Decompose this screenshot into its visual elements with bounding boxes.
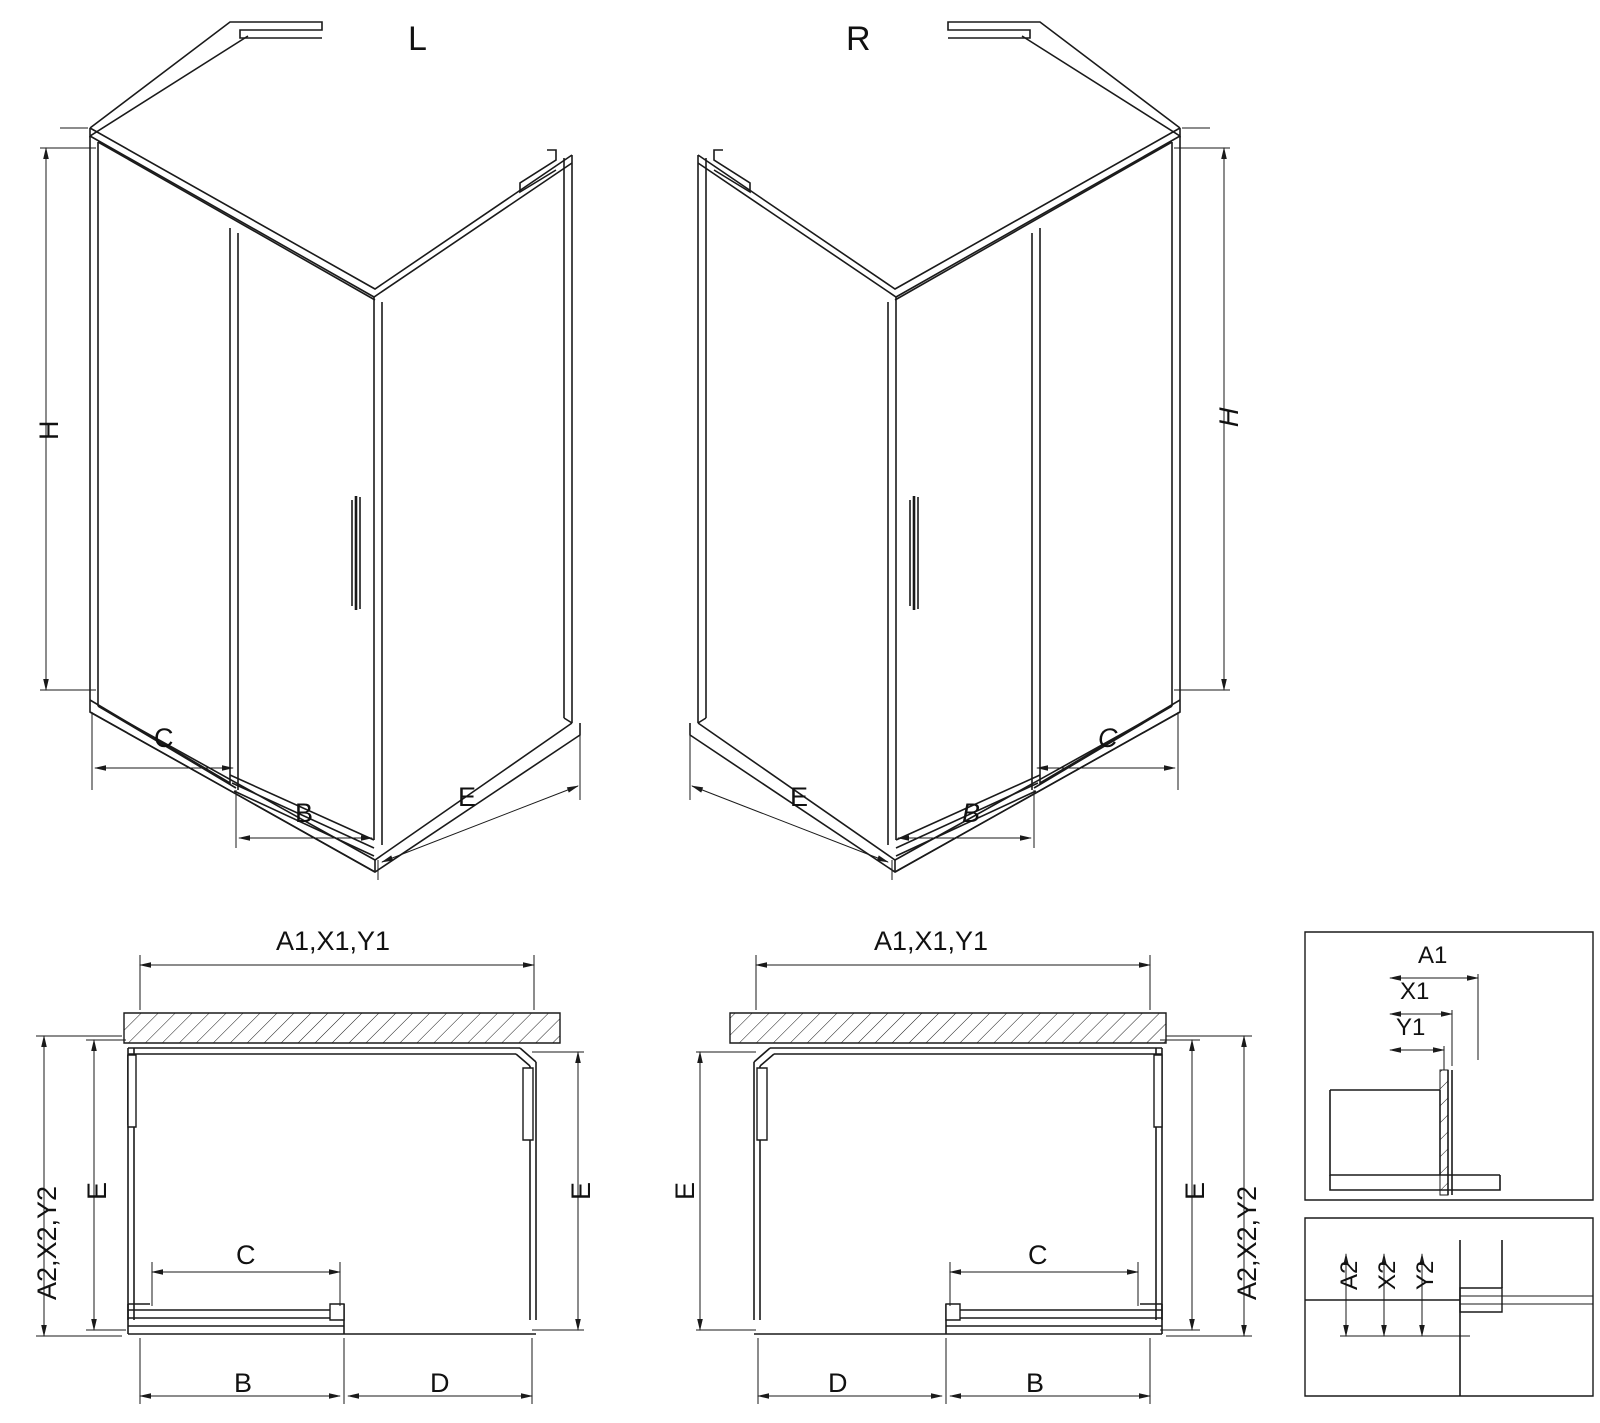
plan-left-bottom-dim-d: D (430, 1368, 450, 1398)
plan-right-outer-dim: A2,X2,Y2 (1232, 1185, 1262, 1300)
detail-top-dim-x1: X1 (1400, 978, 1430, 1005)
plan-left-right-dim-e: E (566, 1181, 596, 1200)
detail-bottom-dim-x2: X2 (1374, 1260, 1401, 1290)
iso-left-label: L (408, 20, 427, 58)
plan-right-left-dim-e: E (670, 1181, 700, 1200)
plan-left-mid-dim-c: C (236, 1240, 256, 1270)
iso-left-dim-e: E (458, 782, 477, 812)
detail-top-dim-y1: Y1 (1396, 1014, 1426, 1041)
detail-bottom-view (1305, 1218, 1593, 1396)
plan-left-outer-dim: A2,X2,Y2 (32, 1185, 62, 1300)
iso-left-view (40, 22, 580, 880)
iso-right-dim-h: H (1214, 404, 1244, 430)
iso-left-dim-b: B (295, 798, 314, 828)
plan-right-top-dim: A1,X1,Y1 (874, 926, 989, 956)
plan-left-bottom-dim-b: B (234, 1368, 253, 1398)
detail-bottom-dim-y2: Y2 (1412, 1260, 1439, 1290)
plan-right-view (696, 955, 1252, 1404)
detail-bottom-dim-a2: A2 (1336, 1260, 1363, 1290)
detail-top-dim-a1: A1 (1418, 942, 1448, 969)
plan-left-inner-dim-e: E (82, 1181, 112, 1200)
detail-top-view (1305, 932, 1593, 1200)
plan-right-mid-dim-c: C (1028, 1240, 1048, 1270)
iso-right-dim-e: E (790, 782, 809, 812)
plan-right-inner-dim-e: E (1180, 1181, 1210, 1200)
iso-right-dim-b: B (962, 798, 981, 828)
iso-right-view (690, 22, 1230, 880)
iso-left-dim-c: C (154, 723, 174, 753)
iso-right-dim-c: C (1098, 723, 1118, 753)
plan-right-bottom-dim-b: B (1026, 1368, 1045, 1398)
plan-left-top-dim: A1,X1,Y1 (276, 926, 391, 956)
plan-right-bottom-dim-d: D (828, 1368, 848, 1398)
plan-left-view (32, 955, 584, 1404)
iso-left-dim-h: H (34, 420, 64, 440)
iso-right-label: R (846, 20, 871, 58)
